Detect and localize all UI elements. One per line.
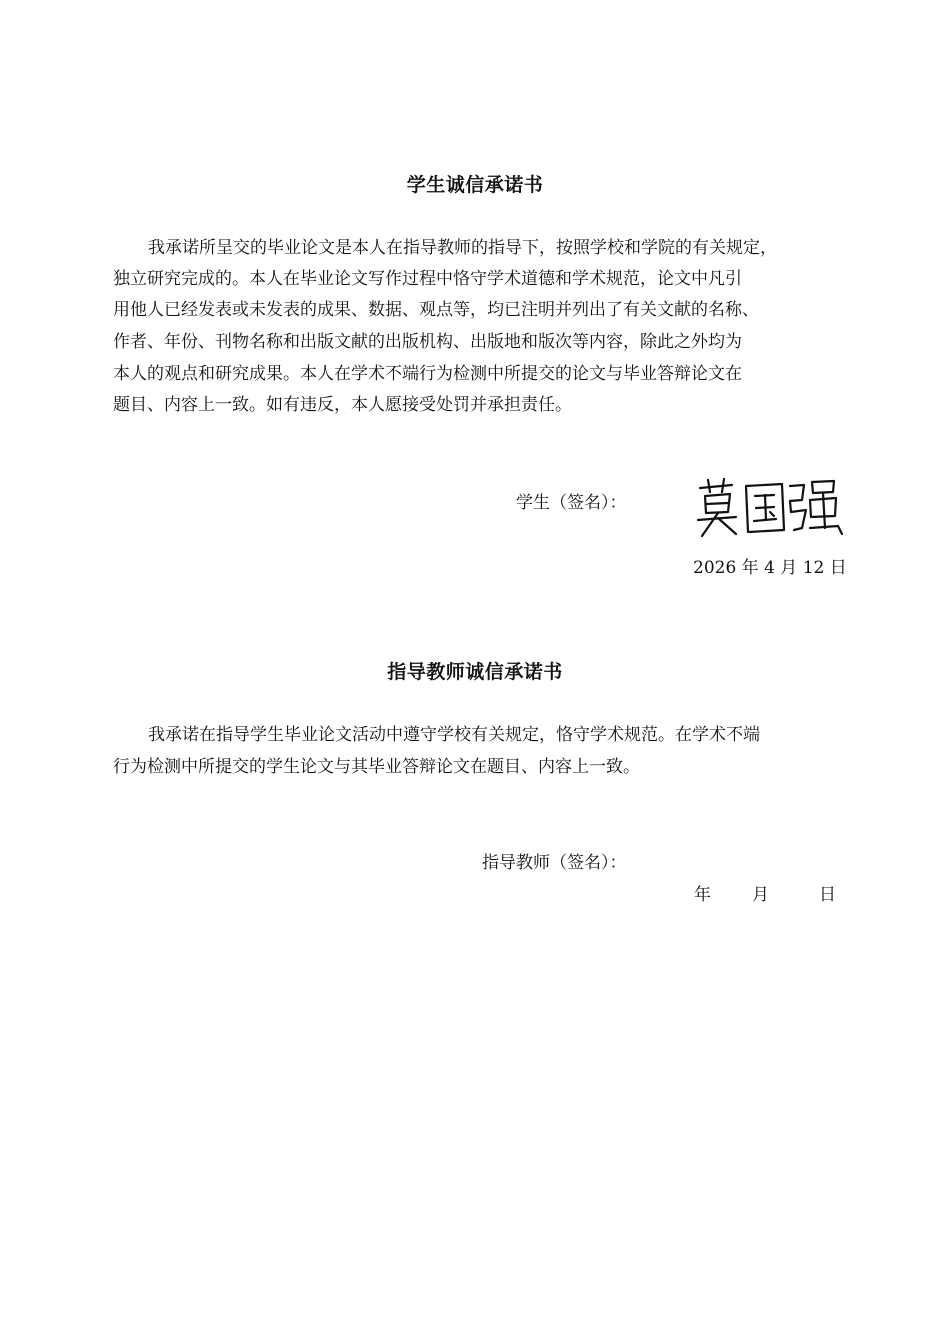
teacher-date-day: 日 [819,885,836,905]
student-pledge-title: 学生诚信承诺书 [406,174,544,196]
paragraph-line: 题目、内容上一致。如有违反，本人愿接受处罚并承担责任。 [113,395,572,415]
paragraph-line: 行为检测中所提交的学生论文与其毕业答辩论文在题目、内容上一致。 [113,757,640,777]
paragraph-line: 本人的观点和研究成果。本人在学术不端行为检测中所提交的论文与毕业答辩论文在 [113,364,742,384]
teacher-date-month: 月 [752,885,769,905]
paragraph-line: 我承诺在指导学生毕业论文活动中遵守学校有关规定，恪守学术规范。在学术不端 [148,725,760,745]
paragraph-line: 我承诺所呈交的毕业论文是本人在指导教师的指导下，按照学校和学院的有关规定， [148,238,777,258]
teacher-date-year: 年 [694,885,711,905]
student-handwritten-signature [692,476,844,540]
student-sign-date: 2026 年 4 月 12 日 [693,558,847,578]
teacher-pledge-title: 指导教师诚信承诺书 [387,661,563,683]
student-signature-label: 学生（签名）： [516,493,627,513]
paragraph-line: 独立研究完成的。本人在毕业论文写作过程中恪守学术道德和学术规范，论文中凡引 [113,269,742,289]
teacher-signature-label: 指导教师（签名）： [482,853,627,873]
paragraph-line: 用他人已经发表或未发表的成果、数据、观点等，均已注明并列出了有关文献的名称、 [113,300,759,320]
paragraph-line: 作者、年份、刊物名称和出版文献的出版机构、出版地和版次等内容，除此之外均为 [113,332,742,352]
